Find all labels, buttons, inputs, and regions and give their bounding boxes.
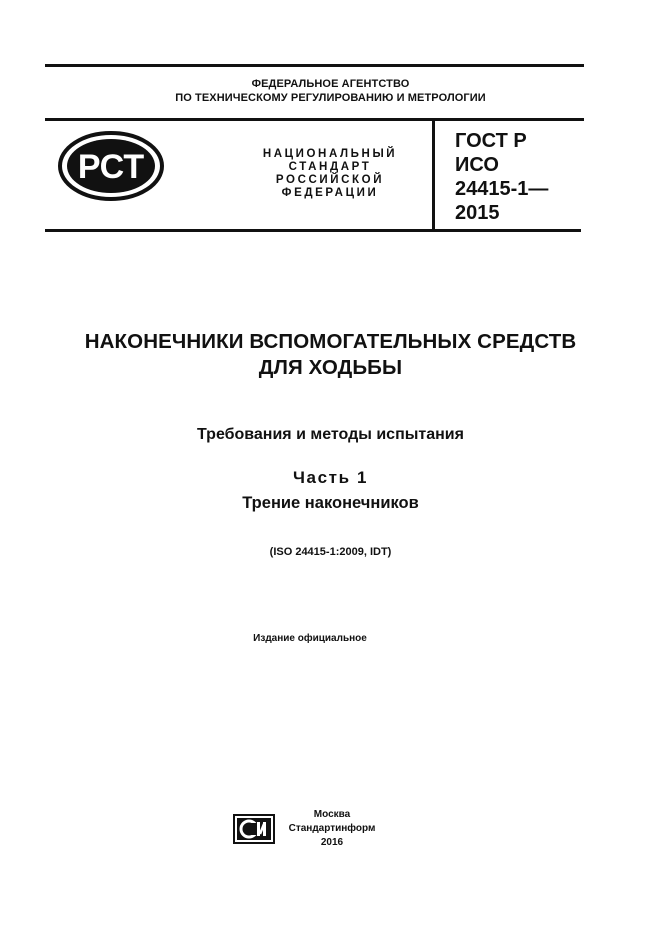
document-title [0,329,661,381]
national-standard-label [245,148,415,200]
agency-name [0,77,661,105]
designation-line-1: ГОСТ Р [455,130,527,152]
agency-line-1: ФЕДЕРАЛЬНОЕ АГЕНТСТВО [251,78,410,90]
header-rule [45,118,584,121]
designation-line-3: 24415-1— [455,178,549,200]
designation-rule [432,118,435,230]
publisher-city: Москва [313,809,351,820]
part-label: Часть 1 [292,468,368,487]
rst-logo-icon [58,131,164,201]
part-title: Трение наконечников [242,494,419,512]
document-subtitle: Требования и методы испытания [197,426,464,443]
title-line-2: ДЛЯ ХОДЬБЫ [258,356,403,379]
publisher-info [282,808,382,850]
national-standard-line-3: РОССИЙСКОЙ [275,174,385,186]
standartinform-logo-icon [233,814,275,844]
national-standard-line-4: ФЕДЕРАЦИИ [281,187,379,199]
edition-label: Издание официальное [253,633,367,644]
publisher-name: Стандартинформ [288,823,376,834]
iso-reference: (ISO 24415-1:2009, IDT) [269,546,392,558]
top-rule [45,64,584,67]
bottom-header-rule [45,229,581,232]
national-standard-line-1: НАЦИОНАЛЬНЫЙ [262,148,398,160]
agency-line-2: ПО ТЕХНИЧЕСКОМУ РЕГУЛИРОВАНИЮ И МЕТРОЛОГИИ [175,92,486,104]
publisher-year: 2016 [320,837,344,848]
national-standard-line-2: СТАНДАРТ [288,161,372,173]
title-line-1: НАКОНЕЧНИКИ ВСПОМОГАТЕЛЬНЫХ СРЕДСТВ [84,330,577,353]
designation-line-4: 2015 [455,202,500,224]
rst-logo-letters: РСТ [77,148,145,186]
standard-designation [455,129,595,225]
designation-line-2: ИСО [455,154,499,176]
